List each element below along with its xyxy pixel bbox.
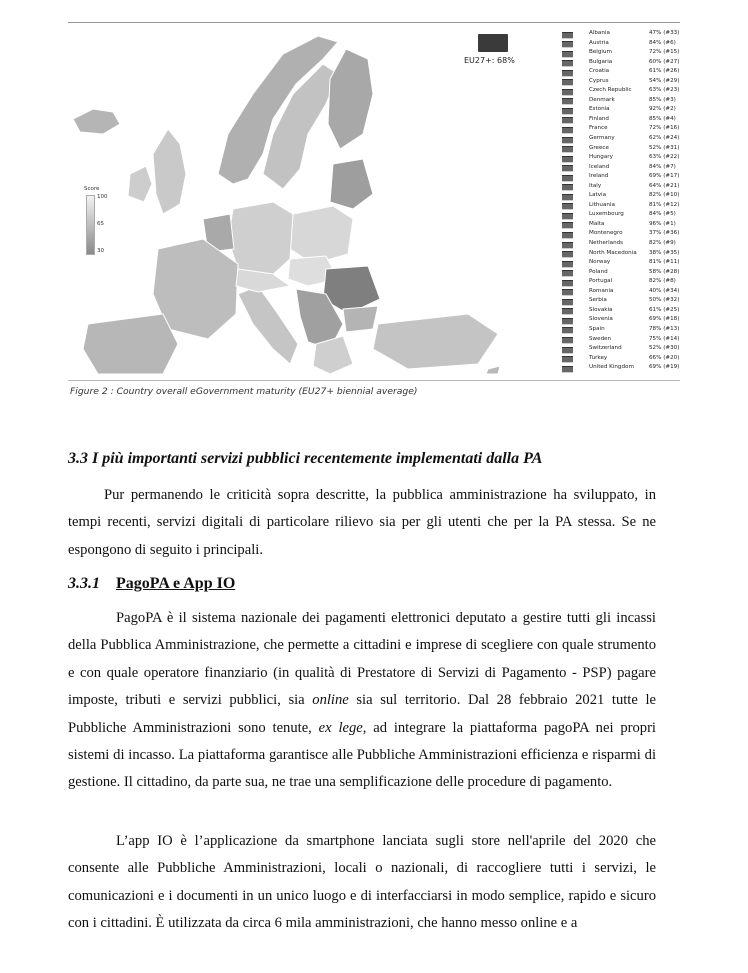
country-row (560, 105, 682, 115)
map-alps (236, 269, 290, 292)
subsection-title: PagoPA e App IO (116, 575, 236, 592)
country-score: 54% (#29) (649, 77, 680, 84)
eu-average-label: EU27+: 68% (464, 56, 515, 65)
map-finland (328, 49, 373, 149)
country-name: Lithuania (589, 201, 615, 208)
country-row (560, 315, 682, 325)
country-name: United Kingdom (589, 364, 634, 371)
country-row (560, 115, 682, 125)
country-name: Turkey (589, 354, 608, 361)
country-score: 63% (#23) (649, 87, 680, 94)
country-flag-icon (562, 146, 573, 153)
country-name: Estonia (589, 106, 610, 113)
country-name: France (589, 125, 608, 132)
country-score: 84% (#7) (649, 163, 676, 170)
pagopa-paragraph (68, 605, 656, 797)
country-row (560, 239, 682, 249)
country-name: Italy (589, 182, 602, 189)
country-flag-icon (562, 194, 573, 201)
country-row (560, 335, 682, 345)
country-flag-icon (562, 60, 573, 67)
score-legend-title: Score (84, 186, 100, 192)
country-row (560, 287, 682, 297)
country-score: 81% (#12) (649, 201, 680, 208)
country-flag-icon (562, 337, 573, 344)
country-row (560, 306, 682, 316)
country-name: Serbia (589, 297, 607, 304)
country-name: Sweden (589, 335, 612, 342)
map-uk (153, 129, 186, 214)
map-italy (238, 286, 298, 364)
score-legend-mid: 65 (97, 221, 104, 227)
country-score: 82% (#10) (649, 192, 680, 199)
score-legend-max: 100 (97, 194, 108, 200)
country-flag-icon (562, 318, 573, 325)
app-io-text: L’app IO è l’applicazione da smartphone lanciata sugli store nell'aprile del 2020 che consente alle Pubbliche Amministrazioni, locali o nazionali, di raccogliere tutti i servizi, le comunicazioni e i documenti in un unico luogo e di interfacciarsi in modo semplice, rapido e sicuro con i cittadini. È utilizzata da circa 6 mila amministrazioni, che hanno messo online e a (68, 833, 656, 932)
country-flag-icon (562, 156, 573, 163)
pagopa-text-a: PagoPA è il sistema nazionale dei pagamenti elettronici deputato a gestire tutti gli incassi della Pubblica Amministrazione, che permette a cittadini e imprese di scegliere con quale strumento e con quale operatore finanziario (in qualità di Prestatore di Servizi di Pagamento - PSP) pagare imposte, tributi e servizi pubblici, sia (68, 610, 656, 709)
country-row (560, 67, 682, 77)
country-flag-icon (562, 356, 573, 363)
map-baltics (330, 159, 373, 209)
country-row (560, 124, 682, 134)
pagopa-text-online: online (312, 692, 349, 709)
country-score: 69% (#19) (649, 364, 680, 371)
country-row (560, 172, 682, 182)
country-score: 75% (#14) (649, 335, 680, 342)
country-name: Poland (589, 268, 608, 275)
map-iceland (73, 109, 120, 134)
country-name: Portugal (589, 278, 613, 285)
country-score-list (560, 29, 682, 373)
country-flag-icon (562, 270, 573, 277)
country-score: 66% (#20) (649, 354, 680, 361)
country-name: Latvia (589, 192, 607, 199)
country-name: Czech Republic (589, 87, 632, 94)
map-poland (290, 206, 353, 264)
country-score: 72% (#15) (649, 49, 680, 56)
country-row (560, 201, 682, 211)
country-row (560, 29, 682, 39)
country-name: Netherlands (589, 240, 624, 247)
map-ireland (128, 166, 152, 202)
country-name: Montenegro (589, 230, 623, 237)
country-row (560, 354, 682, 364)
pagopa-text-exlege: ex lege (318, 719, 363, 736)
country-name: Bulgaria (589, 58, 613, 65)
country-score: 38% (#35) (649, 249, 680, 256)
country-flag-icon (562, 89, 573, 96)
country-name: Finland (589, 115, 609, 122)
score-gradient-bar (86, 195, 95, 255)
country-flag-icon (562, 232, 573, 239)
country-name: Ireland (589, 173, 609, 180)
country-score: 85% (#4) (649, 115, 676, 122)
country-row (560, 296, 682, 306)
country-name: Germany (589, 135, 615, 142)
country-name: Switzerland (589, 345, 622, 352)
country-flag-icon (562, 32, 573, 39)
country-score: 58% (#28) (649, 268, 680, 275)
map-turkey (373, 314, 498, 369)
intro-paragraph (68, 482, 656, 564)
country-score: 61% (#26) (649, 68, 680, 75)
section-heading: 3.3 I più importanti servizi pubblici recentemente implementati dalla PA (68, 450, 543, 467)
country-row (560, 144, 682, 154)
country-score: 62% (#24) (649, 135, 680, 142)
country-flag-icon (562, 261, 573, 268)
country-flag-icon (562, 289, 573, 296)
country-row (560, 86, 682, 96)
country-name: Cyprus (589, 77, 609, 84)
country-flag-icon (562, 327, 573, 334)
country-score: 37% (#36) (649, 230, 680, 237)
country-row (560, 182, 682, 192)
country-name: Albania (589, 30, 610, 36)
country-score: 92% (#2) (649, 106, 676, 113)
country-name: Hungary (589, 154, 613, 161)
country-name: Austria (589, 39, 609, 46)
country-row (560, 58, 682, 68)
country-name: Croatia (589, 68, 610, 75)
country-flag-icon (562, 251, 573, 258)
country-score: 69% (#18) (649, 316, 680, 323)
country-flag-icon (562, 70, 573, 77)
eu-flag-icon (478, 34, 508, 52)
app-io-paragraph (68, 828, 656, 938)
country-flag-icon (562, 366, 573, 373)
pagopa-text-b: sia sul territorio. Dal 28 febbraio 2021 tutte le Pubbliche Amministrazioni sono tenute, (68, 692, 656, 736)
country-score: 52% (#30) (649, 345, 680, 352)
country-score: 63% (#22) (649, 154, 680, 161)
country-row (560, 39, 682, 49)
country-row (560, 153, 682, 163)
country-name: North Macedonia (589, 249, 637, 256)
country-score: 61% (#25) (649, 306, 680, 313)
country-name: Slovenia (589, 316, 613, 323)
country-name: Luxembourg (589, 211, 624, 218)
country-score: 85% (#3) (649, 96, 676, 103)
country-row (560, 258, 682, 268)
country-flag-icon (562, 184, 573, 191)
country-row (560, 96, 682, 106)
country-name: Norway (589, 259, 611, 266)
country-flag-icon (562, 79, 573, 86)
country-name: Spain (589, 325, 605, 332)
country-name: Iceland (589, 163, 610, 170)
country-row (560, 77, 682, 87)
country-row (560, 277, 682, 287)
country-flag-icon (562, 98, 573, 105)
figure-caption: Figure 2 : Country overall eGovernment maturity (EU27+ biennial average) (70, 386, 418, 397)
country-flag-icon (562, 41, 573, 48)
country-flag-icon (562, 299, 573, 306)
country-row (560, 363, 682, 373)
country-flag-icon (562, 280, 573, 287)
country-flag-icon (562, 127, 573, 134)
country-name: Romania (589, 287, 614, 294)
country-score: 82% (#9) (649, 240, 676, 247)
country-row (560, 191, 682, 201)
country-flag-icon (562, 308, 573, 315)
country-row (560, 325, 682, 335)
pagopa-text-c: , ad integrare la piattaforma pagoPA nei propri sistemi di incasso. La piattaforma garantisce alle Pubbliche Amministrazioni efficienza e risparmi di gestione. Il cittadino, da parte sua, ne trae una semplificazione delle procedure di pagamento. (68, 719, 656, 791)
europe-map (68, 24, 558, 374)
country-flag-icon (562, 117, 573, 124)
country-row (560, 48, 682, 58)
map-bulgaria (343, 306, 378, 332)
country-row (560, 268, 682, 278)
country-name: Malta (589, 220, 605, 227)
country-flag-icon (562, 242, 573, 249)
country-flag-icon (562, 175, 573, 182)
country-flag-icon (562, 222, 573, 229)
country-flag-icon (562, 347, 573, 354)
country-name: Greece (589, 144, 609, 151)
country-name: Belgium (589, 49, 612, 56)
country-row (560, 134, 682, 144)
country-row (560, 344, 682, 354)
country-score: 72% (#16) (649, 125, 680, 132)
country-score: 81% (#11) (649, 259, 680, 266)
country-score: 84% (#6) (649, 39, 676, 46)
country-score: 50% (#32) (649, 297, 680, 304)
country-row (560, 163, 682, 173)
country-row (560, 210, 682, 220)
map-iberia (83, 314, 178, 374)
country-score: 84% (#5) (649, 211, 676, 218)
country-score: 82% (#8) (649, 278, 676, 285)
subsection-number: 3.3.1 (68, 575, 100, 592)
country-row (560, 249, 682, 259)
country-row (560, 229, 682, 239)
country-score: 96% (#1) (649, 220, 676, 227)
country-score: 78% (#13) (649, 325, 680, 332)
country-score: 64% (#21) (649, 182, 680, 189)
country-row (560, 220, 682, 230)
country-score: 69% (#17) (649, 173, 680, 180)
country-score: 40% (#34) (649, 287, 680, 294)
country-score: 52% (#31) (649, 144, 680, 151)
map-cyprus (486, 366, 500, 374)
country-flag-icon (562, 213, 573, 220)
country-flag-icon (562, 165, 573, 172)
score-legend-min: 30 (97, 248, 104, 254)
country-score: 47% (#33) (649, 30, 680, 36)
subsection-heading (68, 575, 235, 593)
country-name: Slovakia (589, 306, 613, 313)
country-flag-icon (562, 137, 573, 144)
country-score: 60% (#27) (649, 58, 680, 65)
country-flag-icon (562, 51, 573, 58)
intro-text: Pur permanendo le criticità sopra descritte, la pubblica amministrazione ha sviluppato, in tempi recenti, servizi digitali di particolare rilievo sia per gli utenti che per la PA stessa. Se ne espongono di seguito i principali. (68, 487, 656, 558)
country-flag-icon (562, 203, 573, 210)
country-flag-icon (562, 108, 573, 115)
country-name: Denmark (589, 96, 615, 103)
